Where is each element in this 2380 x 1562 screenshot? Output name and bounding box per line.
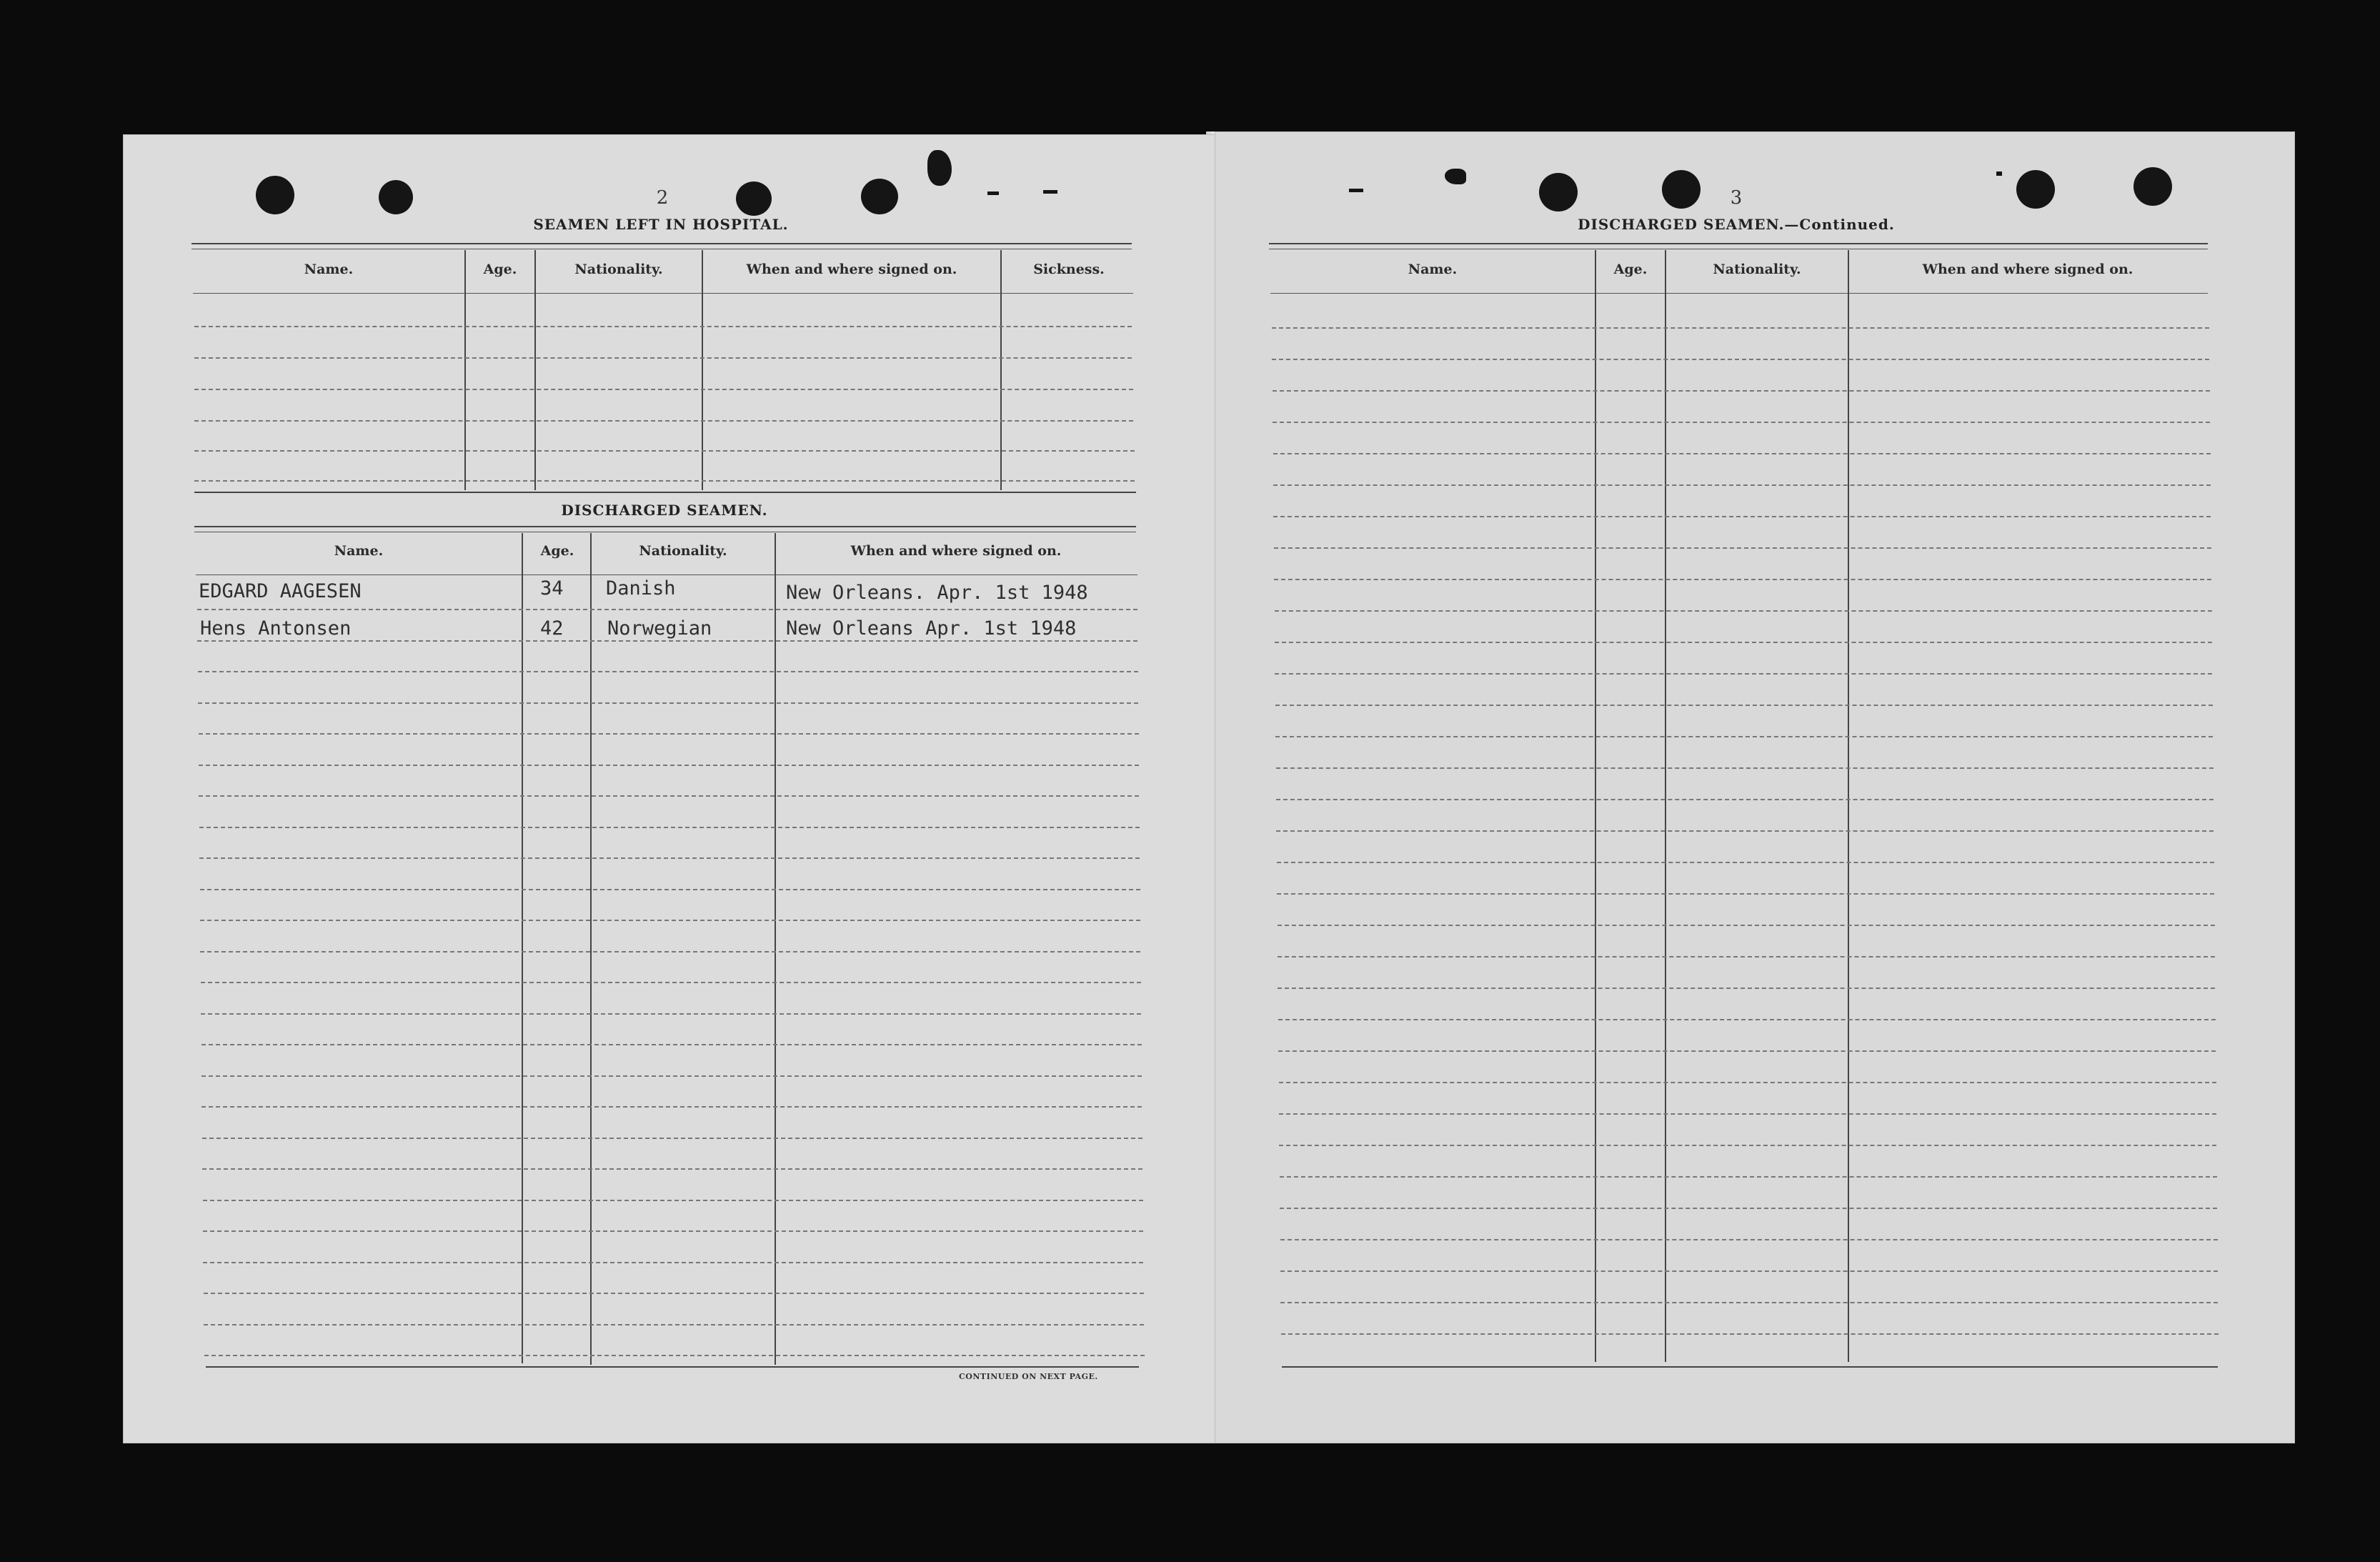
ruled-line <box>1273 390 2210 392</box>
discharged-row-nationality: Norwegian <box>607 617 712 640</box>
column-divider <box>534 250 536 490</box>
right-section-title: DISCHARGED SEAMEN.—Continued. <box>1578 216 1895 233</box>
table-rule <box>193 293 1133 294</box>
discharged-row-signed-on: New Orleans. Apr. 1st 1948 <box>786 582 1088 604</box>
discharged-col-signed-on: When and where signed on. <box>850 543 1062 559</box>
ruled-line <box>203 1230 1143 1232</box>
ruled-line <box>204 1324 1144 1325</box>
ruled-line <box>199 765 1139 766</box>
punch-hole <box>379 180 413 214</box>
punch-hole <box>2016 170 2055 209</box>
table-rule <box>206 1366 1139 1368</box>
discharged-col-nationality: Nationality. <box>639 543 727 559</box>
ruled-line <box>198 702 1138 704</box>
column-divider <box>522 533 523 1363</box>
column-divider <box>590 533 592 1365</box>
page-number: 3 <box>1730 187 1743 209</box>
ruled-line <box>200 951 1140 952</box>
hospital-col-sickness: Sickness. <box>1033 262 1105 277</box>
ruled-line <box>204 1293 1144 1294</box>
ruled-line <box>197 640 1137 642</box>
ruled-line <box>1275 673 2212 675</box>
table-rule <box>194 492 1136 493</box>
ruled-line <box>202 1168 1142 1170</box>
ruled-line <box>194 420 1133 422</box>
ruled-line <box>1272 359 2209 360</box>
ink-blot <box>1349 189 1363 192</box>
ruled-line <box>203 1200 1143 1201</box>
ruled-line <box>1280 1239 2218 1240</box>
column-divider <box>1665 250 1666 1362</box>
ruled-line <box>1275 736 2213 737</box>
discharged-col-name: Name. <box>334 543 384 559</box>
punch-hole <box>256 176 294 214</box>
ruled-line <box>1276 830 2214 832</box>
ruled-line <box>1274 579 2211 580</box>
discharged-col-age: Age. <box>540 543 574 559</box>
ruled-line <box>1275 642 2212 643</box>
ruled-line <box>1280 1302 2218 1303</box>
ruled-line <box>1273 516 2211 517</box>
table-rule <box>1269 243 2208 244</box>
discharged-section-title: DISCHARGED SEAMEN. <box>561 502 768 519</box>
table-rule <box>1282 1366 2218 1368</box>
hospital-section-title: SEAMEN LEFT IN HOSPITAL. <box>533 216 789 233</box>
ink-blot <box>987 191 999 195</box>
hospital-col-age: Age. <box>483 262 517 277</box>
punch-hole <box>1539 173 1578 212</box>
discharged-row-age: 42 <box>540 617 564 640</box>
ruled-line <box>194 357 1132 359</box>
punch-hole <box>1662 170 1701 209</box>
table-rule <box>191 243 1132 244</box>
ruled-line <box>201 1013 1141 1015</box>
ruled-line <box>199 733 1139 735</box>
ruled-line <box>1276 767 2214 769</box>
ruled-line <box>197 609 1137 610</box>
ruled-line <box>1278 988 2215 989</box>
page-number: 2 <box>656 187 669 209</box>
ruled-line <box>1278 925 2215 926</box>
ruled-line <box>194 326 1132 327</box>
ruled-line <box>201 1106 1142 1108</box>
ruled-line <box>201 1075 1142 1077</box>
discharged-row-signed-on: New Orleans Apr. 1st 1948 <box>786 617 1077 640</box>
column-divider <box>1848 250 1849 1362</box>
ruled-line <box>1273 453 2211 454</box>
table-rule <box>194 526 1136 527</box>
discharged-row-name: EDGARD AAGESEN <box>199 580 362 602</box>
column-divider <box>1595 250 1596 1362</box>
ruled-line <box>194 480 1135 482</box>
ruled-line <box>1280 1270 2218 1272</box>
ruled-line <box>1280 1176 2217 1178</box>
discharged-row-age: 34 <box>540 577 564 600</box>
ruled-line <box>1273 484 2211 486</box>
ruled-line <box>203 1262 1143 1263</box>
ruled-line <box>1280 1208 2217 1209</box>
punch-hole <box>736 181 772 216</box>
ruled-line <box>199 795 1139 797</box>
ruled-line <box>194 450 1135 452</box>
ruled-line <box>199 827 1140 828</box>
ruled-line <box>1275 610 2212 612</box>
ruled-line <box>1279 1082 2216 1083</box>
ink-blot <box>1445 169 1466 184</box>
ruled-line <box>200 889 1140 890</box>
ruled-line <box>1279 1113 2216 1115</box>
right-col-age: Age. <box>1613 262 1648 277</box>
discharged-row-name: Hens Antonsen <box>200 617 352 640</box>
hospital-col-signed-on: When and where signed on. <box>746 262 957 277</box>
discharged-row-nationality: Danish <box>606 577 676 600</box>
column-divider <box>775 533 776 1365</box>
ruled-line <box>201 1044 1142 1045</box>
ruled-line <box>1279 1145 2216 1146</box>
ink-blot <box>1043 190 1057 194</box>
ruled-line <box>1272 327 2209 329</box>
ruled-line <box>202 1138 1142 1139</box>
ruled-line <box>1273 422 2210 423</box>
table-rule <box>1270 293 2208 294</box>
column-divider <box>702 250 703 490</box>
continued-note: CONTINUED ON NEXT PAGE. <box>959 1372 1098 1381</box>
ruled-line <box>200 920 1140 921</box>
punch-hole <box>861 179 898 214</box>
ruled-line <box>204 1355 1145 1356</box>
table-rule <box>196 574 1137 575</box>
ruled-line <box>1275 705 2213 706</box>
ruled-line <box>1277 893 2214 895</box>
ruled-line <box>1274 547 2211 549</box>
hospital-col-name: Name. <box>304 262 354 277</box>
ink-blot <box>927 150 952 186</box>
ruled-line <box>201 982 1141 983</box>
ruled-line <box>1278 956 2215 957</box>
right-col-signed-on: When and where signed on. <box>1922 262 2133 277</box>
column-divider <box>1000 250 1002 490</box>
column-divider <box>464 250 466 490</box>
punch-hole <box>2133 167 2172 206</box>
left-page <box>123 134 1218 1443</box>
ruled-line <box>1278 1050 2216 1052</box>
ruled-line <box>1277 862 2214 863</box>
hospital-col-nationality: Nationality. <box>574 262 663 277</box>
right-col-nationality: Nationality. <box>1713 262 1801 277</box>
ruled-line <box>194 389 1133 390</box>
ruled-line <box>1276 799 2214 800</box>
right-col-name: Name. <box>1408 262 1458 277</box>
ruled-line <box>199 857 1140 859</box>
ruled-line <box>198 671 1138 672</box>
ruled-line <box>1278 1019 2216 1020</box>
ruled-line <box>1281 1333 2219 1335</box>
ink-blot <box>1996 171 2002 176</box>
